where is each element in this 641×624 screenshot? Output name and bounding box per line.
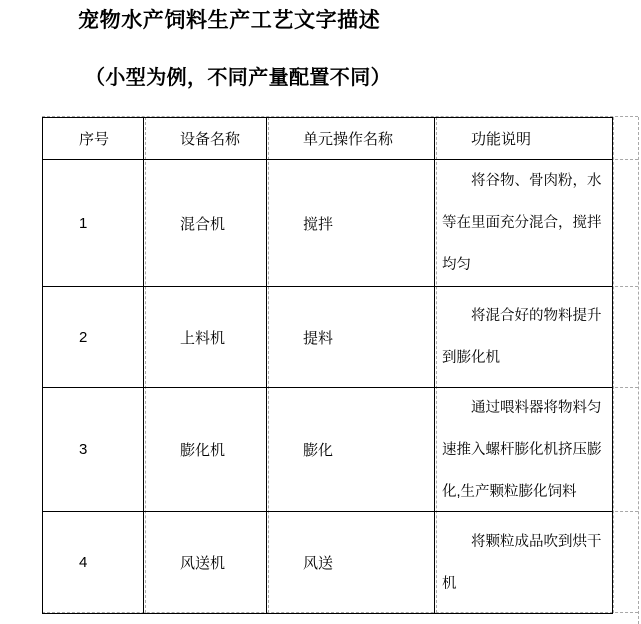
cell-device-name: [144, 388, 267, 512]
header-label: 序号: [79, 131, 110, 148]
header-cell-device: [144, 118, 267, 160]
cell-row-number: [43, 388, 144, 512]
row-number: 1: [79, 214, 88, 232]
cell-device-name: [144, 287, 267, 388]
cell-function-description: [435, 287, 612, 388]
operation-name: 膨化: [303, 442, 334, 459]
header-cell-function: [435, 118, 612, 160]
function-description: 将混合好的物料提升到膨化机: [442, 308, 602, 366]
table-gridline-vertical-outer: [638, 117, 639, 624]
row-number: 2: [79, 328, 88, 346]
function-description: 通过喂料器将物料匀速推入螺杆膨化机挤压膨化,生产颗粒膨化饲料: [442, 399, 602, 500]
cell-row-number: [43, 160, 144, 287]
device-name: 膨化机: [180, 442, 226, 459]
row-number: 4: [79, 554, 88, 571]
header-label: 功能说明: [471, 131, 532, 148]
device-name: 风送机: [180, 555, 226, 572]
cell-operation-name: [267, 287, 435, 388]
document-subtitle: （小型为例，不同产量配置不同）: [85, 67, 391, 89]
table-gridline-vertical: [613, 117, 614, 613]
cell-function-description: [435, 160, 612, 287]
row-number: 3: [79, 441, 88, 458]
device-name: 上料机: [180, 329, 226, 347]
operation-name: 搅拌: [303, 215, 334, 233]
cell-operation-name: [267, 388, 435, 512]
cell-operation-name: [267, 512, 435, 613]
cell-row-number: [43, 287, 144, 388]
cell-function-description: [435, 512, 612, 613]
header-cell-no: [43, 118, 144, 160]
cell-function-description: [435, 388, 612, 512]
operation-name: 提料: [303, 329, 334, 347]
document-title: 宠物水产饲料生产工艺文字描述: [78, 9, 381, 32]
cell-row-number: [43, 512, 144, 613]
header-label: 单元操作名称: [303, 131, 394, 148]
device-name: 混合机: [180, 215, 226, 233]
cell-device-name: [144, 160, 267, 287]
function-description: 将谷物、骨肉粉，水等在里面充分混合，搅拌均匀: [442, 173, 602, 273]
operation-name: 风送: [303, 555, 334, 572]
cell-device-name: [144, 512, 267, 613]
function-description: 将颗粒成品吹到烘干机: [442, 533, 602, 592]
process-table: [42, 117, 613, 614]
header-cell-operation: [267, 118, 435, 160]
cell-operation-name: [267, 160, 435, 287]
header-label: 设备名称: [180, 131, 241, 148]
